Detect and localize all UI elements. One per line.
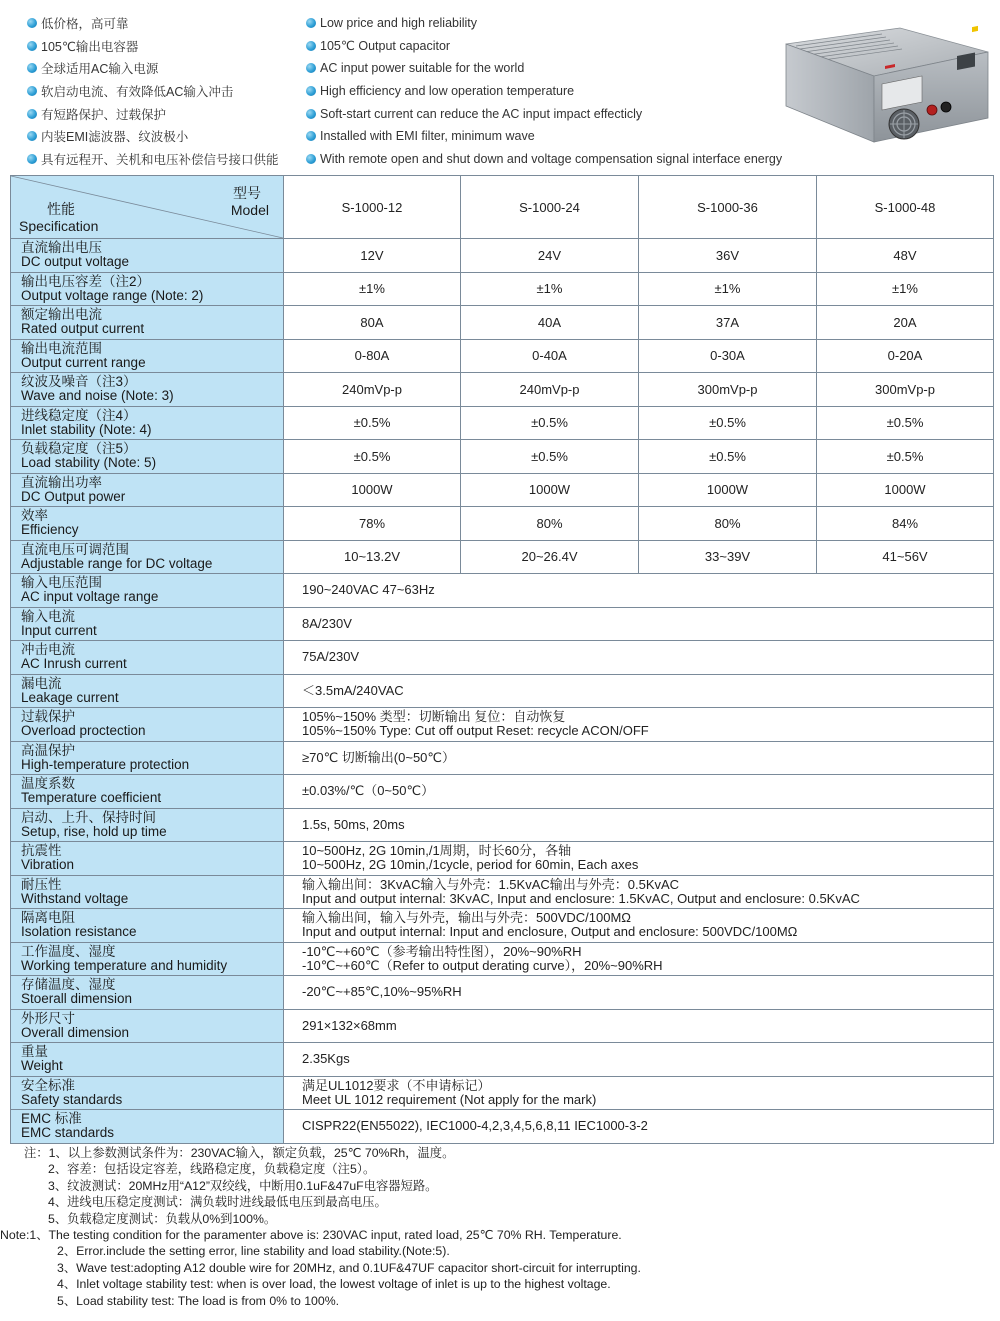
table-row <box>11 708 994 742</box>
row-label-en: Rated output current <box>21 321 145 337</box>
table-header-row <box>11 176 994 239</box>
row-label-en: High-temperature protection <box>21 756 190 772</box>
table-cell: 240mVp-p <box>461 373 639 407</box>
row-label-en: Working temperature and humidity <box>21 957 228 973</box>
spec-value-cell <box>284 775 994 809</box>
table-row <box>11 1110 994 1144</box>
feature-item: 有短路保护、过载保护 <box>27 102 312 125</box>
table-cell: 41~56V <box>817 540 994 574</box>
table-row <box>11 406 994 440</box>
row-label-cn: 重量 <box>21 1044 48 1060</box>
note-line: 3、纹波测试：20MHz用“A12”双绞线，中断用0.1uF&47uF电容器短路。 <box>48 1178 438 1193</box>
row-label <box>11 1043 284 1077</box>
table-row <box>11 507 994 541</box>
spec-label-en: Specification <box>19 218 99 234</box>
row-label-cn: 抗震性 <box>21 843 62 859</box>
table-cell: 1000W <box>817 473 994 507</box>
table-row <box>11 440 994 474</box>
table-cell: 24V <box>461 239 639 273</box>
table-cell: ±0.5% <box>639 440 817 474</box>
table-cell: 300mVp-p <box>639 373 817 407</box>
power-supply-product-image <box>782 24 990 164</box>
row-label <box>11 272 284 306</box>
row-label-cn: 冲击电流 <box>21 642 75 658</box>
spec-value-line: -10℃~+60℃（Refer to output derating curve），20%~90%RH <box>302 957 663 973</box>
table-cell: 80% <box>639 507 817 541</box>
row-label <box>11 842 284 876</box>
table-row <box>11 976 994 1010</box>
spec-value-line: 输入输出间：3KvAC输入与外壳：1.5KvAC输出与外壳：0.5KvAC <box>302 876 680 892</box>
row-label-cn: 额定输出电流 <box>21 307 102 323</box>
spec-value-line: -10℃~+60℃（参考输出特性图），20%~90%RH <box>302 943 582 959</box>
table-row <box>11 1009 994 1043</box>
table-row <box>11 574 994 608</box>
spec-value-cell <box>284 741 994 775</box>
row-label-cn: 耐压性 <box>21 876 62 892</box>
row-label <box>11 1076 284 1110</box>
feature-item: Installed with EMI filter, minimum wave <box>306 125 846 148</box>
spec-table <box>10 175 994 1144</box>
table-row <box>11 942 994 976</box>
row-label-en: Output voltage range (Note: 2) <box>21 287 204 303</box>
table-cell: ±0.5% <box>284 440 461 474</box>
note-line: Note:1、The testing condition for the paramenter above is: 230VAC input, rated load, 25℃ 70% RH. Temperature. <box>0 1227 622 1242</box>
row-label-cn: EMC 标准 <box>21 1111 82 1127</box>
table-cell: 37A <box>639 306 817 340</box>
row-label <box>11 741 284 775</box>
row-label-en: DC Output power <box>21 488 126 504</box>
row-label <box>11 1009 284 1043</box>
row-label-en: Temperature coefficient <box>21 790 162 806</box>
feature-item: Soft-start current can reduce the AC input impact effecticly <box>306 102 846 125</box>
bullet-icon <box>306 131 316 141</box>
table-cell: 80A <box>284 306 461 340</box>
bullet-icon <box>306 86 316 96</box>
table-row <box>11 607 994 641</box>
note-line: 5、Load stability test: The load is from 0% to 100%. <box>57 1293 340 1308</box>
row-label-cn: 温度系数 <box>21 776 75 792</box>
feature-item: 软启动电流、有效降低AC输入冲击 <box>27 80 312 103</box>
table-row <box>11 875 994 909</box>
bullet-icon <box>306 109 316 119</box>
spec-value-cell <box>284 1110 994 1144</box>
row-label-cn: 输入电流 <box>21 608 75 624</box>
spec-value-cell <box>284 641 994 675</box>
row-label-cn: 外形尺寸 <box>21 1010 75 1026</box>
table-cell: 80% <box>461 507 639 541</box>
spec-value-cell <box>284 607 994 641</box>
row-label <box>11 909 284 943</box>
row-label-cn: 进线稳定度（注4） <box>21 407 137 423</box>
table-row <box>11 775 994 809</box>
spec-value-line: 8A/230V <box>302 615 352 631</box>
table-row <box>11 808 994 842</box>
spec-value-cell <box>284 1043 994 1077</box>
table-cell: 36V <box>639 239 817 273</box>
row-label-en: Leakage current <box>21 689 119 705</box>
row-label <box>11 507 284 541</box>
row-label-en: Overall dimension <box>21 1024 130 1040</box>
bullet-icon <box>27 41 37 51</box>
row-label-en: AC input voltage range <box>21 589 159 605</box>
feature-item: 具有远程开、关机和电压补偿信号接口供能 <box>27 148 312 171</box>
table-cell: ±0.5% <box>461 406 639 440</box>
spec-value-line: -20℃~+85℃,10%~95%RH <box>302 984 462 1000</box>
row-label <box>11 373 284 407</box>
row-label-cn: 输出电流范围 <box>21 340 102 356</box>
feature-item: 105℃输出电容器 <box>27 35 312 58</box>
table-cell: ±1% <box>284 272 461 306</box>
spec-label-cn: 性能 <box>47 201 75 217</box>
row-label-en: AC Inrush current <box>21 656 127 672</box>
table-row <box>11 540 994 574</box>
table-cell: 40A <box>461 306 639 340</box>
spec-value-line: 满足UL1012要求（不申请标记） <box>302 1077 491 1093</box>
table-row <box>11 909 994 943</box>
row-label-cn: 漏电流 <box>21 675 62 691</box>
spec-value-cell <box>284 1076 994 1110</box>
model-header: S-1000-24 <box>461 176 639 239</box>
row-label <box>11 574 284 608</box>
bullet-icon <box>27 154 37 164</box>
row-label-en: Weight <box>21 1058 63 1074</box>
row-label-cn: 直流输出电压 <box>21 240 102 256</box>
feature-item: 内装EMI滤波器、纹波极小 <box>27 125 312 148</box>
feature-list <box>27 12 827 172</box>
row-label-cn: 安全标准 <box>21 1077 75 1093</box>
row-label-cn: 隔离电阻 <box>21 910 75 926</box>
spec-value-cell <box>284 909 994 943</box>
feature-item: AC input power suitable for the world <box>306 57 846 80</box>
model-label-cn: 型号 <box>233 185 261 201</box>
notes-section <box>0 1145 984 1309</box>
row-label-cn: 效率 <box>21 508 48 524</box>
model-header: S-1000-12 <box>284 176 461 239</box>
table-cell: 0-20A <box>817 339 994 373</box>
feature-item: With remote open and shut down and voltage compensation signal interface energy <box>306 148 846 171</box>
table-row <box>11 306 994 340</box>
row-label-en: Stoerall dimension <box>21 991 133 1007</box>
bullet-icon <box>306 18 316 28</box>
table-cell: 0-80A <box>284 339 461 373</box>
bullet-icon <box>27 63 37 73</box>
spec-value-line: Meet UL 1012 requirement (Not apply for the mark) <box>302 1091 597 1107</box>
spec-value-line: 105%~150% Type: Cut off output Reset: recycle ACON/OFF <box>302 723 649 739</box>
table-cell: ±1% <box>461 272 639 306</box>
row-label-en: Safety standards <box>21 1091 123 1107</box>
table-row <box>11 339 994 373</box>
table-cell: 20A <box>817 306 994 340</box>
feature-item: 105℃ Output capacitor <box>306 35 846 58</box>
table-cell: ±0.5% <box>461 440 639 474</box>
spec-value-cell <box>284 1009 994 1043</box>
row-label <box>11 406 284 440</box>
table-cell: 300mVp-p <box>817 373 994 407</box>
row-label <box>11 641 284 675</box>
row-label <box>11 674 284 708</box>
row-label <box>11 808 284 842</box>
table-cell: 0-30A <box>639 339 817 373</box>
spec-value-cell <box>284 808 994 842</box>
table-cell: 1000W <box>284 473 461 507</box>
table-cell: 240mVp-p <box>284 373 461 407</box>
spec-value-line: CISPR22(EN55022), IEC1000-4,2,3,4,5,6,8,11 IEC1000-3-2 <box>302 1118 648 1134</box>
row-label <box>11 1110 284 1144</box>
spec-value-cell <box>284 875 994 909</box>
spec-value-cell <box>284 674 994 708</box>
row-label-en: Adjustable range for DC voltage <box>21 555 213 571</box>
table-cell: 1000W <box>461 473 639 507</box>
table-cell: ±0.5% <box>817 440 994 474</box>
row-label <box>11 339 284 373</box>
row-label <box>11 306 284 340</box>
table-cell: ±0.5% <box>817 406 994 440</box>
note-line: 5、负载稳定度测试：负载从0%到100%。 <box>48 1211 277 1226</box>
table-cell: 0-40A <box>461 339 639 373</box>
spec-value-line: ≥70℃ 切断输出(0~50℃） <box>302 749 456 765</box>
bullet-icon <box>27 109 37 119</box>
bullet-icon <box>27 86 37 96</box>
table-cell: 10~13.2V <box>284 540 461 574</box>
model-label-en: Model <box>230 202 269 218</box>
table-row <box>11 641 994 675</box>
feature-item: Low price and high reliability <box>306 12 846 35</box>
table-cell: ±0.5% <box>639 406 817 440</box>
row-label <box>11 540 284 574</box>
bullet-icon <box>306 154 316 164</box>
spec-value-line: 190~240VAC 47~63Hz <box>302 582 435 598</box>
table-row <box>11 373 994 407</box>
row-label <box>11 976 284 1010</box>
model-header: S-1000-36 <box>639 176 817 239</box>
bullet-icon <box>27 131 37 141</box>
row-label <box>11 942 284 976</box>
row-label-en: DC output voltage <box>21 254 130 270</box>
note-line: 4、进线电压稳定度测试：满负载时进线最低电压到最高电压。 <box>48 1195 387 1210</box>
spec-value-line: 输入输出间，输入与外壳，输出与外壳：500VDC/100MΩ <box>302 910 631 926</box>
spec-value-line: 75A/230V <box>302 649 360 665</box>
spec-value-cell <box>284 574 994 608</box>
row-label-en: Setup, rise, hold up time <box>21 823 167 839</box>
spec-value-line: 291×132×68mm <box>302 1017 397 1033</box>
spec-value-cell <box>284 708 994 742</box>
row-label-cn: 输出电压容差（注2） <box>21 273 151 289</box>
table-cell: 84% <box>817 507 994 541</box>
table-row <box>11 842 994 876</box>
note-line: 注：1、以上参数测试条件为：230VAC输入，额定负载，25℃ 70%Rh，温度。 <box>24 1146 455 1160</box>
row-label-en: Efficiency <box>21 522 79 538</box>
row-label-cn: 直流电压可调范围 <box>21 541 129 557</box>
row-label-en: EMC standards <box>21 1125 115 1141</box>
header-corner-cell <box>11 176 284 239</box>
spec-value-line: Input and output internal: 3KvAC, Input and enclosure: 1.5KvAC, Output and enclosure: 0.5KvAC <box>302 890 860 906</box>
table-cell: 78% <box>284 507 461 541</box>
table-row <box>11 473 994 507</box>
row-label-cn: 高温保护 <box>21 742 75 758</box>
feature-list-en <box>306 12 846 170</box>
table-row <box>11 1043 994 1077</box>
bullet-icon <box>306 41 316 51</box>
row-label-cn: 负载稳定度（注5） <box>21 441 137 457</box>
note-line: 4、Inlet voltage stability test: when is over load, the lowest voltage of inlet is up to the highest voltage. <box>57 1277 611 1292</box>
row-label-en: Inlet stability (Note: 4) <box>21 421 152 437</box>
row-label-cn: 存储温度、湿度 <box>21 977 116 993</box>
feature-item: 低价格，高可靠 <box>27 12 312 35</box>
row-label <box>11 473 284 507</box>
table-row <box>11 239 994 273</box>
row-label-en: Withstand voltage <box>21 890 129 906</box>
spec-value-line: 1.5s, 50ms, 20ms <box>302 816 405 832</box>
row-label <box>11 775 284 809</box>
spec-value-line: ±0.03%/℃（0~50℃） <box>302 783 435 799</box>
row-label-en: Input current <box>21 622 97 638</box>
table-cell: 20~26.4V <box>461 540 639 574</box>
feature-item: High efficiency and low operation temperature <box>306 80 846 103</box>
table-row <box>11 1076 994 1110</box>
bullet-icon <box>306 63 316 73</box>
row-label-cn: 输入电压范围 <box>21 575 102 591</box>
row-label-en: Vibration <box>21 857 75 873</box>
spec-value-cell <box>284 976 994 1010</box>
model-header: S-1000-48 <box>817 176 994 239</box>
row-label-en: Overload proctection <box>21 723 146 739</box>
row-label-cn: 工作温度、湿度 <box>21 943 116 959</box>
note-line: 2、容差：包括设定容差，线路稳定度，负载稳定度（注5）。 <box>48 1162 376 1177</box>
bullet-icon <box>27 18 37 28</box>
note-line: 3、Wave test:adopting A12 double wire for 20MHz, and 0.1UF&47UF capacitor short-circuit for interrupting. <box>57 1260 641 1275</box>
row-label-en: Wave and noise (Note: 3) <box>21 388 174 404</box>
row-label <box>11 440 284 474</box>
spec-value-cell <box>284 842 994 876</box>
table-row <box>11 272 994 306</box>
table-cell: 48V <box>817 239 994 273</box>
row-label-cn: 过载保护 <box>21 709 75 725</box>
spec-value-line: ＜3.5mA/240VAC <box>302 682 404 698</box>
row-label <box>11 607 284 641</box>
row-label-cn: 直流输出功率 <box>21 474 102 490</box>
table-cell: ±1% <box>639 272 817 306</box>
table-row <box>11 674 994 708</box>
row-label <box>11 708 284 742</box>
row-label-cn: 纹波及噪音（注3） <box>21 374 137 390</box>
spec-value-line: Input and output internal: Input and enclosure, Output and enclosure: 500VDC/100MΩ <box>302 924 798 940</box>
row-label-cn: 启动、上升、保持时间 <box>21 809 156 825</box>
row-label <box>11 239 284 273</box>
table-cell: 1000W <box>639 473 817 507</box>
feature-item: 全球适用AC输入电源 <box>27 57 312 80</box>
table-cell: ±1% <box>817 272 994 306</box>
spec-value-cell <box>284 942 994 976</box>
spec-value-line: 105%~150% 类型：切断输出 复位：自动恢复 <box>302 709 566 725</box>
row-label-en: Load stability (Note: 5) <box>21 455 157 471</box>
table-cell: 12V <box>284 239 461 273</box>
feature-list-cn <box>27 12 312 170</box>
row-label-en: Isolation resistance <box>21 924 137 940</box>
spec-value-line: 2.35Kgs <box>302 1051 350 1067</box>
row-label <box>11 875 284 909</box>
table-cell: ±0.5% <box>284 406 461 440</box>
spec-value-line: 10~500Hz, 2G 10min,/1周期，时长60分，各轴 <box>302 843 572 859</box>
row-label-en: Output current range <box>21 354 146 370</box>
spec-value-line: 10~500Hz, 2G 10min,/1cycle, period for 60min, Each axes <box>302 857 639 873</box>
note-line: 2、Error.include the setting error, line stability and load stability.(Note:5). <box>57 1244 450 1259</box>
table-row <box>11 741 994 775</box>
table-cell: 33~39V <box>639 540 817 574</box>
